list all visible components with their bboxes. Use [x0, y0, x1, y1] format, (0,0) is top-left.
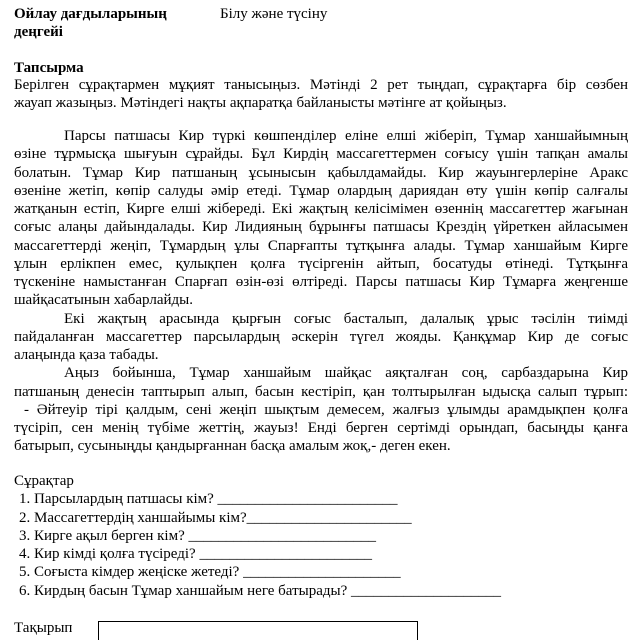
- passage-line: соғыс алаңы дайындалады. Кир Лидияның бұрынғы патшасы Крездің үйреткен айласымен: [14, 219, 628, 236]
- questions-heading: Сұрақтар: [14, 473, 74, 489]
- skill-level-label-line: Ойлау дағдыларының: [14, 6, 167, 22]
- passage-paragraph: [14, 364, 628, 455]
- skill-level-label-line: деңгейі: [14, 23, 63, 40]
- question-item: 6. Кирдың басын Тұмар ханшайым неге батырады? ____________________: [19, 582, 501, 599]
- passage-line: батырып, сусыныңды қандырғаннан басқа амалым жоқ,- деген екен.: [14, 438, 451, 455]
- reading-passage: [14, 127, 628, 456]
- passage-line: өзіне тұрмысқа шығуын сұрайды. Бұл Кирдің массагеттермен соғысу үшін тапқан амалы: [14, 146, 628, 163]
- passage-line: шайқасатынын хабарлайды.: [14, 292, 193, 309]
- question-item: 5. Соғыста кімдер жеңіске жетеді? _____________________: [19, 564, 401, 581]
- question-item: 1. Парсылардың патшасы кім? ________________________: [19, 491, 398, 508]
- task-line: жауап жазыңыз. Мәтіндегі нақты ақпаратқа байланысты мәтінге ат қойыңыз.: [14, 95, 507, 112]
- skill-level-label: [14, 6, 167, 41]
- question-item: 4. Кир кімді қолға түсіреді? _______________________: [19, 546, 372, 562]
- task-instructions: [14, 76, 628, 113]
- question-item: 2. Массагеттердің ханшайымы кім?______________________: [19, 509, 412, 526]
- passage-line: патшаның денесін таптырып алып, басын кестіріп, қан толтырылған ыдысқа салып тұрып:: [14, 383, 628, 400]
- passage-line: - Әйтеуір тірі қалдым, сені жеңіп шықтым демесем, жалғыз ұлымды арамдықпен қолға: [24, 401, 628, 418]
- questions-section: [14, 472, 628, 600]
- passage-line: ұлын ерлікпен емес, қулықпен қолға түсіргенін айтып, босатуды өтінеді. Тұтқынға: [14, 255, 628, 272]
- passage-paragraph: [14, 127, 628, 310]
- passage-line: массагеттерді жеңіп, Тұмардың ұлы Спарғапты тұтқынға алады. Тұмар ханшайым Кирге: [14, 237, 628, 254]
- passage-paragraph: [14, 310, 628, 365]
- passage-line: Екі жақтың арасында қырғын соғыс басталып, далалық ұрыс тәсілін тиімді: [64, 310, 628, 327]
- passage-line: алаңында қаза табады.: [14, 347, 159, 363]
- title-answer-box: [98, 621, 418, 640]
- passage-line: жатқанын естіп, Кирге елші жібереді. Екі жақтың келісімімен өзеннің массагеттер жағынан: [14, 201, 628, 217]
- task-heading: Тапсырма: [14, 60, 84, 76]
- passage-line: өзеніне жетіп, көпір салуды әмір етеді. Тұмар олардың дариядан өту үшін көпір салғалы: [14, 182, 628, 199]
- skill-level-value: Білу және түсіну: [220, 6, 328, 22]
- passage-line: болатын. Тұмар Кир патшаның ұсынысын қабылдамайды. Кир жауынгерлеріне Аракс: [14, 164, 628, 181]
- passage-line: түскеніне намыстанған Спарғап өзін-өзі өлтіреді. Парсы патшасы Кир Тұмарға жеңгенше: [14, 274, 628, 290]
- passage-line: Парсы патшасы Кир түркі көшпенділер еліне елші жіберіп, Тұмар ханшайымның: [64, 128, 628, 144]
- passage-line: пайдаланған массагеттер парсылардың әскерін түгел жояды. Қанқұмар Кир де соғыс: [14, 328, 628, 345]
- passage-line: түсіріп, сен менің түбіме жеттің, жауыз! Енді берген сертімді орындап, басыңды қанға: [14, 420, 628, 436]
- passage-line: Аңыз бойынша, Тұмар ханшайым шайқас аяқталған соң, сарбаздарына Кир: [64, 365, 628, 382]
- task-line: Берілген сұрақтармен мұқият танысыңыз. Мәтінді 2 рет тыңдап, сұрақтарға бір сөзбен: [14, 77, 628, 93]
- question-item: 3. Кирге ақыл берген кім? _________________________: [19, 527, 376, 544]
- title-label: Тақырып: [14, 620, 73, 636]
